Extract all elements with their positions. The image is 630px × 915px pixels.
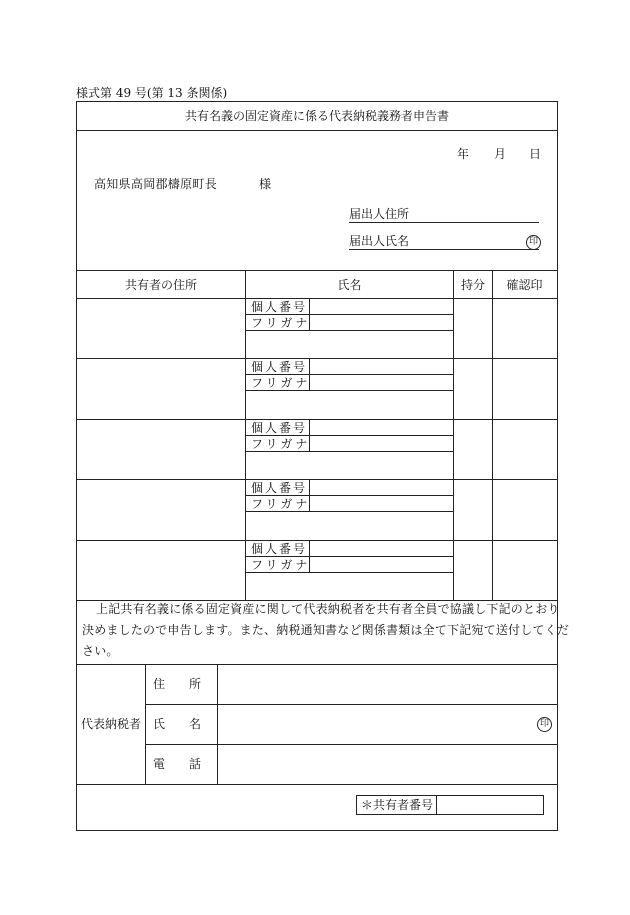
owner-address-field[interactable] [78,359,244,419]
owner-number-label: ＊共有者番号 [361,798,434,812]
personal-number-label: 個人番号 [251,421,308,435]
applicant-address-label: 届出人住所 [349,207,410,221]
rep-name-label: 氏 名 [153,717,202,731]
confirm-seal-field[interactable] [493,541,555,600]
confirm-seal-field[interactable] [493,359,555,419]
owner-name-field[interactable] [247,391,452,419]
personal-number-field[interactable] [310,480,452,495]
rep-phone-label: 電 話 [153,757,202,771]
confirm-seal-field[interactable] [493,420,555,479]
owner-name-field[interactable] [247,452,452,479]
furigana-label: フリガナ [251,437,311,451]
furigana-field[interactable] [310,496,452,511]
personal-number-label: 個人番号 [251,542,308,556]
owner-address-field[interactable] [78,299,244,358]
header-confirm: 確認印 [506,278,543,292]
furigana-field[interactable] [310,315,452,330]
owner-address-field[interactable] [78,541,244,600]
applicant-address-line[interactable] [349,222,539,223]
owner-number-field[interactable] [437,796,542,813]
share-field[interactable] [454,420,491,479]
statement-line-2: 決めましたので申告します。また、納税通知書など関係書類は全て下記宛て送付してくだ [82,623,570,637]
furigana-field[interactable] [310,557,452,572]
addressee-honorific: 様 [259,177,272,191]
furigana-label: フリガナ [251,558,311,572]
personal-number-field[interactable] [310,420,452,435]
rep-address-field[interactable] [218,665,556,704]
applicant-name-label: 届出人氏名 [349,234,410,248]
statement-line-1: 上記共有名義に係る固定資産に関して代表納税者を共有者全員で協議し下記のとおり [96,602,560,616]
personal-number-label: 個人番号 [251,481,308,495]
furigana-label: フリガナ [251,376,311,390]
rep-address-label: 住 所 [153,677,202,691]
owner-name-field[interactable] [247,331,452,358]
rep-seal-icon: 印 [537,717,552,732]
personal-number-label: 個人番号 [251,300,308,314]
personal-number-field[interactable] [310,299,452,314]
furigana-label: フリガナ [251,497,311,511]
representative-label: 代表納税者 [80,717,141,731]
rep-name-field[interactable] [218,705,556,744]
personal-number-field[interactable] [310,541,452,556]
furigana-label: フリガナ [251,316,311,330]
statement-line-3: さい。 [82,644,119,658]
share-field[interactable] [454,480,491,540]
share-field[interactable] [454,541,491,600]
personal-number-label: 個人番号 [251,360,308,374]
header-address: 共有者の住所 [124,278,197,292]
form-number: 様式第 49 号(第 13 条関係) [76,86,228,100]
date-day: 日 [529,147,542,161]
confirm-seal-field[interactable] [493,480,555,540]
furigana-field[interactable] [310,375,452,390]
header-share: 持分 [460,278,485,292]
confirm-seal-field[interactable] [493,299,555,358]
form-title: 共有名義の固定資産に係る代表納税義務者申告書 [184,109,449,123]
applicant-seal-icon: 印 [526,235,541,250]
personal-number-field[interactable] [310,359,452,374]
owner-name-field[interactable] [247,512,452,540]
owner-address-field[interactable] [78,420,244,479]
owner-address-field[interactable] [78,480,244,540]
owner-name-field[interactable] [247,573,452,600]
header-name: 氏名 [337,278,362,292]
share-field[interactable] [454,299,491,358]
applicant-name-line[interactable] [349,249,539,250]
rep-phone-field[interactable] [218,745,556,784]
date-month: 月 [494,147,507,161]
furigana-field[interactable] [310,436,452,451]
share-field[interactable] [454,359,491,419]
date-year: 年 [457,147,470,161]
addressee-name: 高知県高岡郡檮原町長 [94,177,218,191]
